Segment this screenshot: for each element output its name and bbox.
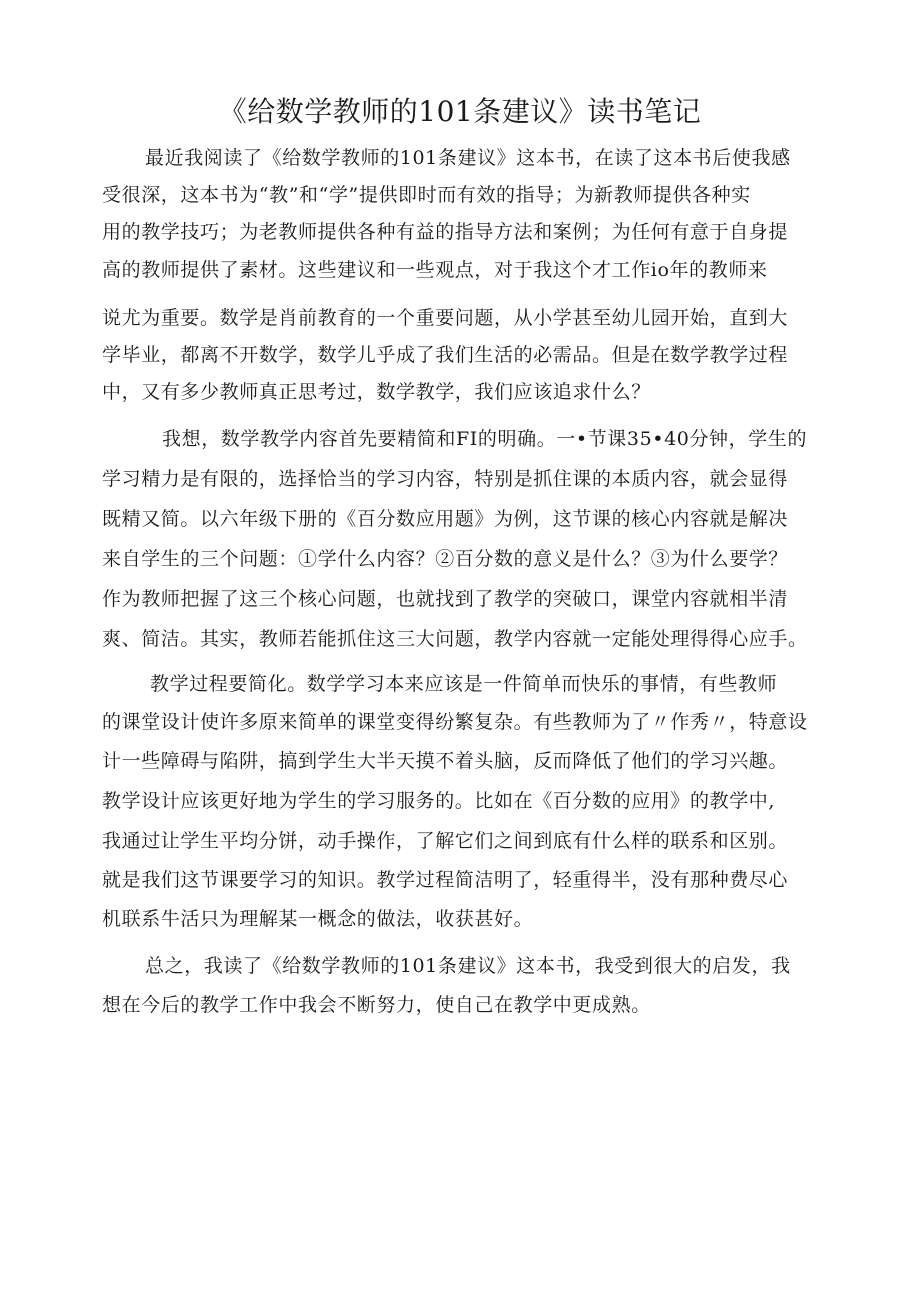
text-line: 想在今后的教学工作中我会不断努力，使自己在教学中更成熟。	[102, 994, 651, 1016]
text-line: 最近我阅读了《给数学教师的101条建议》这本书，在读了这本书后使我感	[145, 147, 791, 169]
text-line: 学习精力是有限的，选择恰当的学习内容，特别是抓住课的本质内容，就会显得	[102, 468, 789, 490]
text-line: 受很深，这本书为“教”和“学”提供即时而有效的指导；为新教师提供各种实	[102, 184, 751, 206]
text-line: 教学设计应该更好地为学生的学习服务的。比如在《百分数的应用》的教学中,	[102, 790, 776, 812]
text-line: 说尤为重要。数学是肖前教育的一个重要问题，从小学甚至幼儿园开始，直到大	[102, 307, 789, 329]
text-line: 的课堂设计使许多原来简单的课堂变得纷繁复杂。有些教师为了〃作秀〃，特意设	[102, 711, 808, 733]
text-line: 就是我们这节课要学习的知识。教学过程简洁明了，轻重得半，没有那种费尽心	[102, 869, 789, 891]
text-line: 来自学生的三个问题：①学什么内容？②百分数的意义是什么？③为什么要学？	[102, 548, 789, 570]
text-line: 我想，数学教学内容首先要精简和FI的明确。一•节课35•40分钟，学生的	[162, 428, 808, 450]
text-line: 我通过让学生平均分饼，动手操作，了解它们之间到底有什么样的联系和区别。	[102, 830, 789, 852]
text-line: 学毕业，都离不开数学，数学儿乎成了我们生活的必需品。但是在数学教学过程	[102, 344, 789, 366]
text-line: 用的教学技巧；为老教师提供各种有益的指导方法和案例；为任何有意于自身提	[102, 221, 789, 243]
text-line: 爽、简洁。其实，教师若能抓住这三大问题，教学内容就一定能处理得得心应手。	[102, 628, 808, 650]
text-line: 中，又有多少教师真正思考过，数学教学，我们应该追求什么？	[102, 381, 651, 403]
text-line: 教学过程要简化。数学学习本来应该是一件简单而快乐的事情，有些教师	[150, 673, 778, 695]
text-line: 作为教师把握了这三个核心问题，也就找到了教学的突破口，课堂内容就相半清	[102, 588, 789, 610]
document-title: 《给数学教师的101条建议》读书笔记	[218, 95, 702, 128]
text-line: 总之，我读了《给数学教师的101条建议》这本书，我受到很大的启发，我	[145, 955, 791, 977]
text-line: 机联系牛活只为理解某一概念的做法，收获甚好。	[102, 908, 534, 930]
text-line: 高的教师提供了素材。这些建议和一些观点，对于我这个才工作io年的教师来	[102, 259, 768, 281]
text-line: 计一些障碍与陷阱，搞到学生大半天摸不着头脑，反而降低了他们的学习兴趣。	[102, 750, 789, 772]
text-line: 既精又简。以六年级下册的《百分数应用题》为例，这节课的核心内容就是解决	[102, 508, 789, 530]
